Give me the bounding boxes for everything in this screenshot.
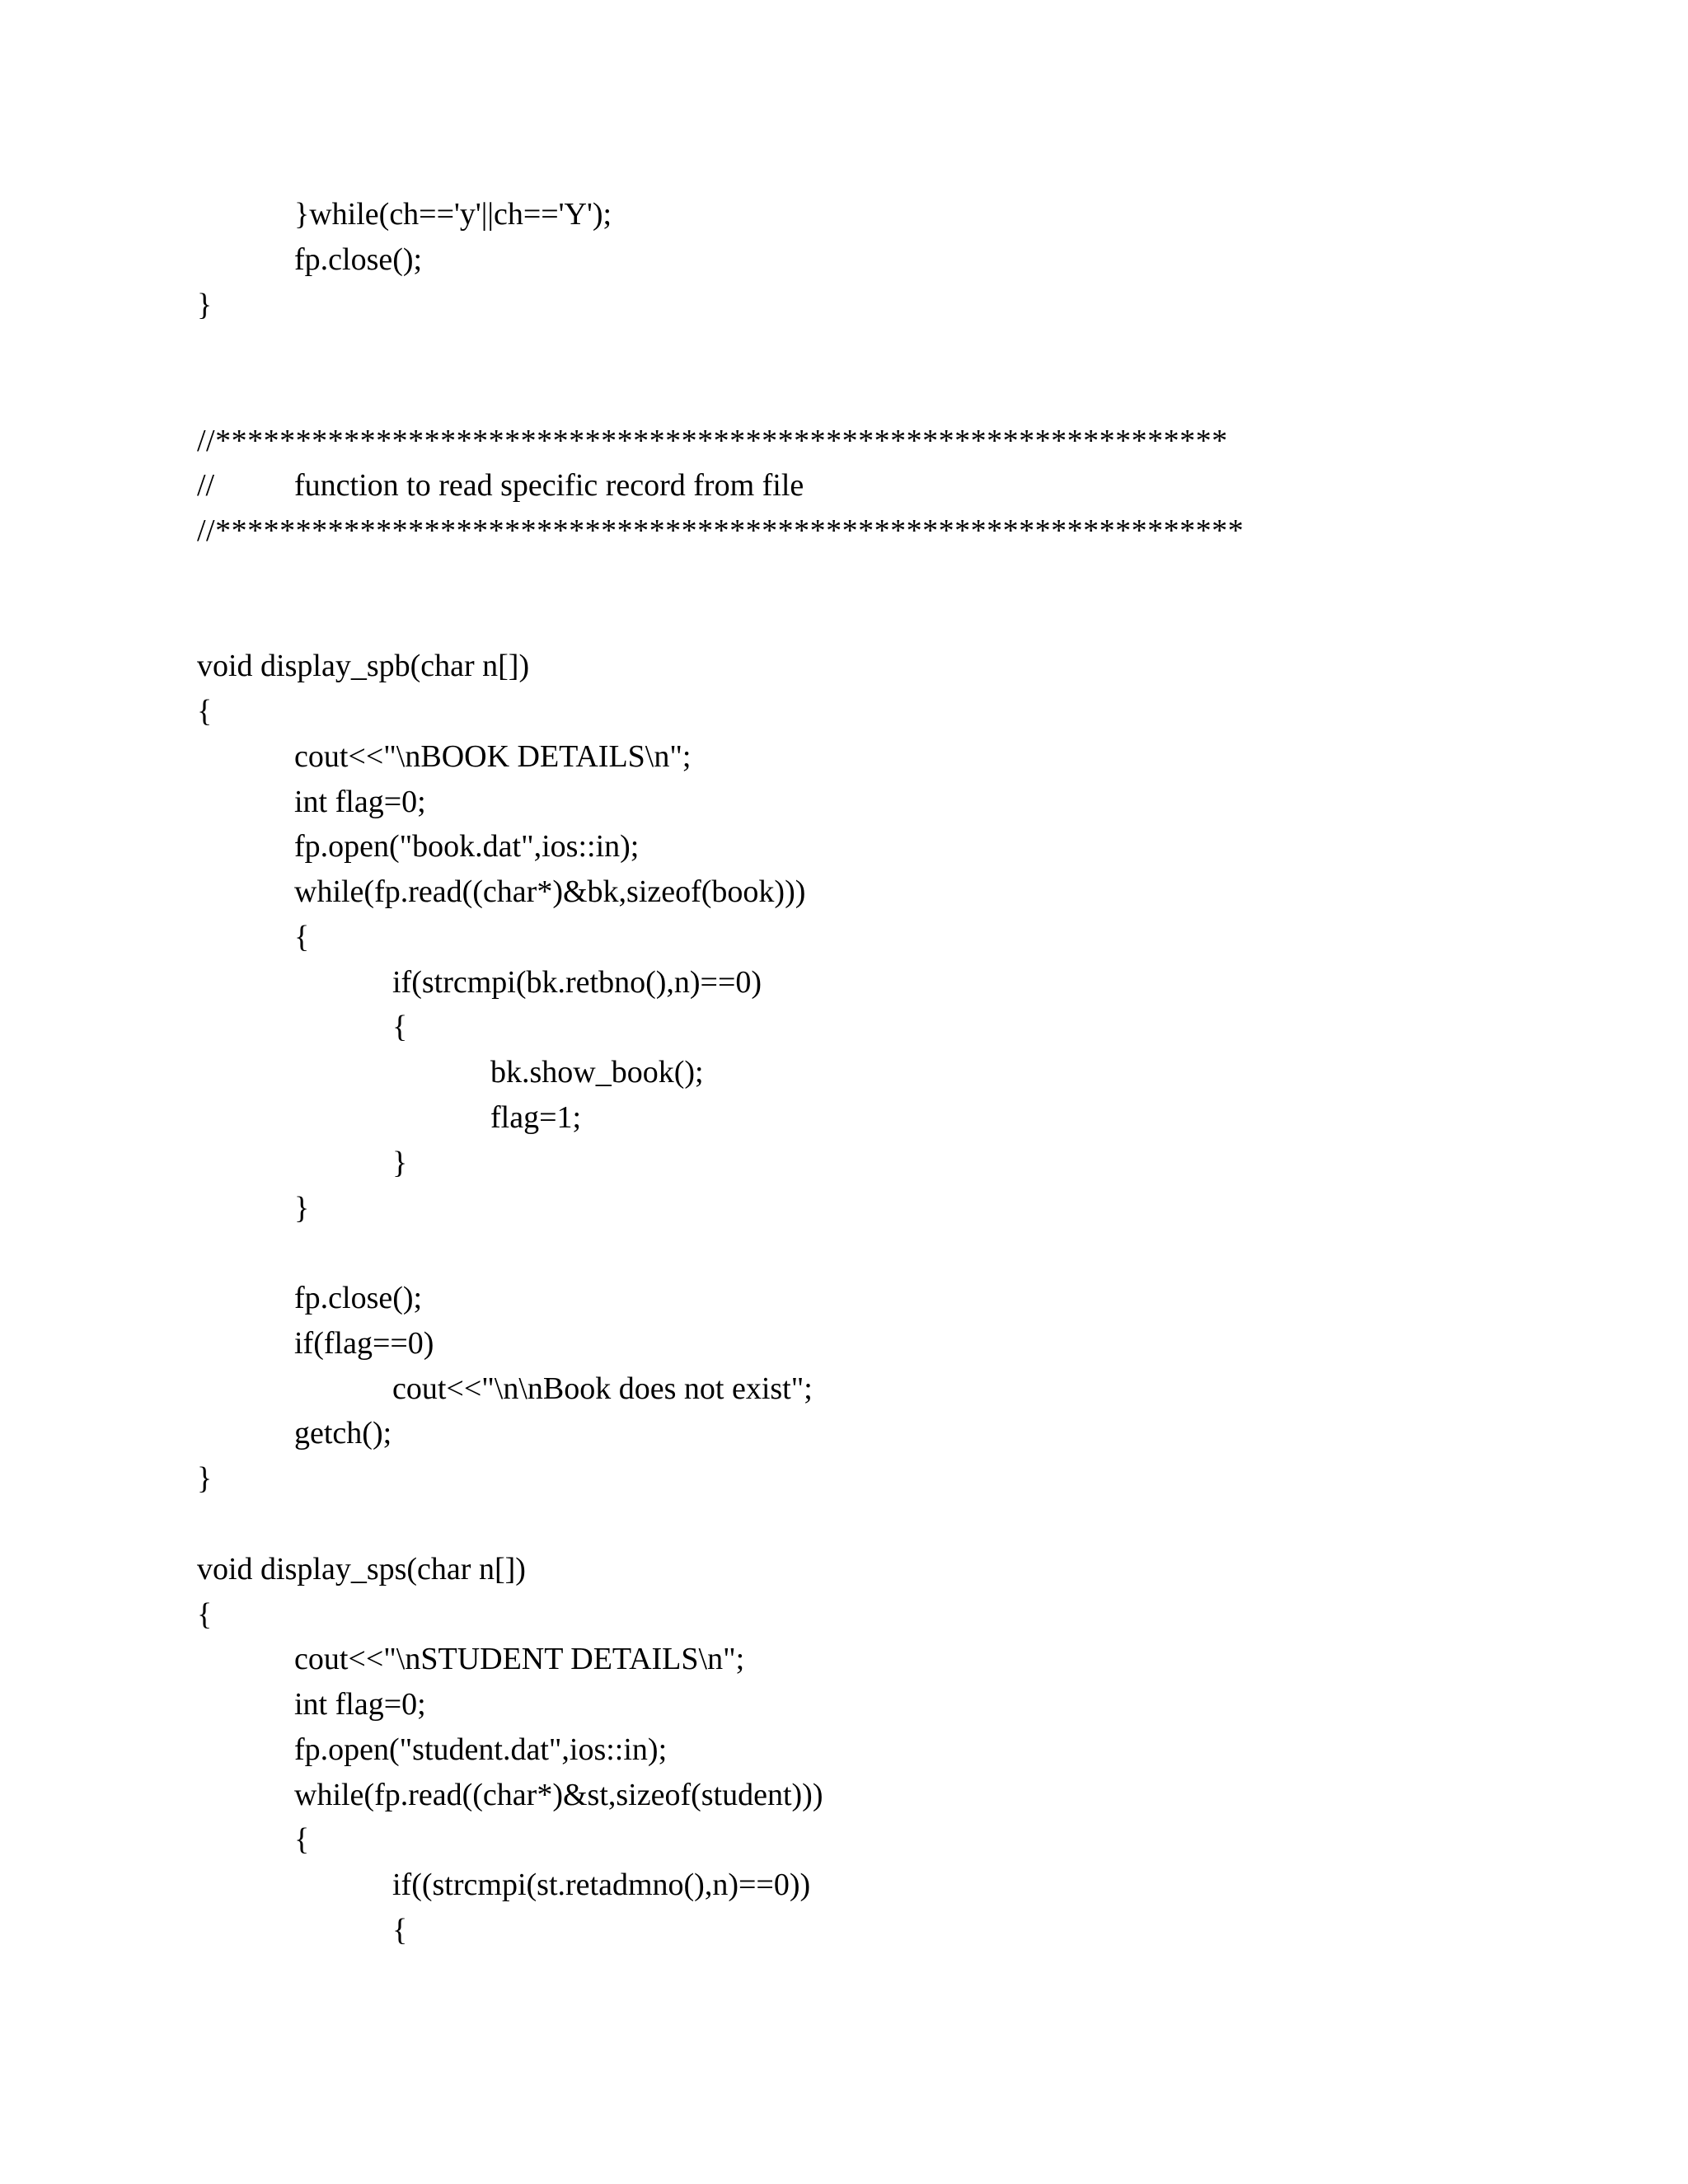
code-line-flag-check: if(flag==0) [294,1326,434,1361]
code-line-book-not-exist: cout<<"\n\nBook does not exist"; [392,1371,813,1406]
function-signature-display-spb: void display_spb(char n[]) [197,649,530,683]
code-line-loop-open-2: { [294,1822,310,1857]
comment-separator-bottom: //**************************************************************** [197,513,1245,548]
code-line-show-book: bk.show_book(); [490,1055,704,1090]
code-line-loop-open: { [294,920,310,954]
comment-separator-top: //*************************************************************** [197,424,1228,458]
code-line-read-book-loop: while(fp.read((char*)&bk,sizeof(book))) [294,874,806,909]
code-line-flag-init: int flag=0; [294,785,426,819]
code-line-3: } [197,288,213,322]
code-line-2: fp.close(); [294,242,423,277]
code-line-student-details: cout<<"\nSTUDENT DETAILS\n"; [294,1642,745,1676]
code-line-book-details: cout<<"\nBOOK DETAILS\n"; [294,739,692,774]
code-line-open-brace-2: { [197,1597,213,1632]
code-line-loop-close: } [294,1191,310,1226]
comment-title: function to read specific record from file [294,468,804,503]
code-line-function-close: } [197,1461,213,1496]
code-line-book-compare: if(strcmpi(bk.retbno(),n)==0) [392,965,762,1000]
code-line-flag-init-2: int flag=0; [294,1687,426,1722]
code-line-if-open-2: { [392,1913,408,1947]
code-line-if-open: { [392,1010,408,1044]
code-line-getch: getch(); [294,1416,392,1451]
code-line-open-student-file: fp.open("student.dat",ios::in); [294,1732,668,1767]
code-line-if-close: } [392,1146,408,1180]
code-line-flag-set: flag=1; [490,1100,582,1135]
comment-prefix: // [197,468,215,503]
code-line-open-book-file: fp.open("book.dat",ios::in); [294,829,640,864]
function-signature-display-sps: void display_sps(char n[]) [197,1552,526,1586]
code-line-1: }while(ch=='y'||ch=='Y'); [294,197,612,232]
code-line-open-brace: { [197,694,213,729]
code-line-student-compare: if((strcmpi(st.retadmno(),n)==0)) [392,1868,811,1902]
code-line-close-book-file: fp.close(); [294,1281,423,1315]
code-line-read-student-loop: while(fp.read((char*)&st,sizeof(student))) [294,1778,823,1812]
